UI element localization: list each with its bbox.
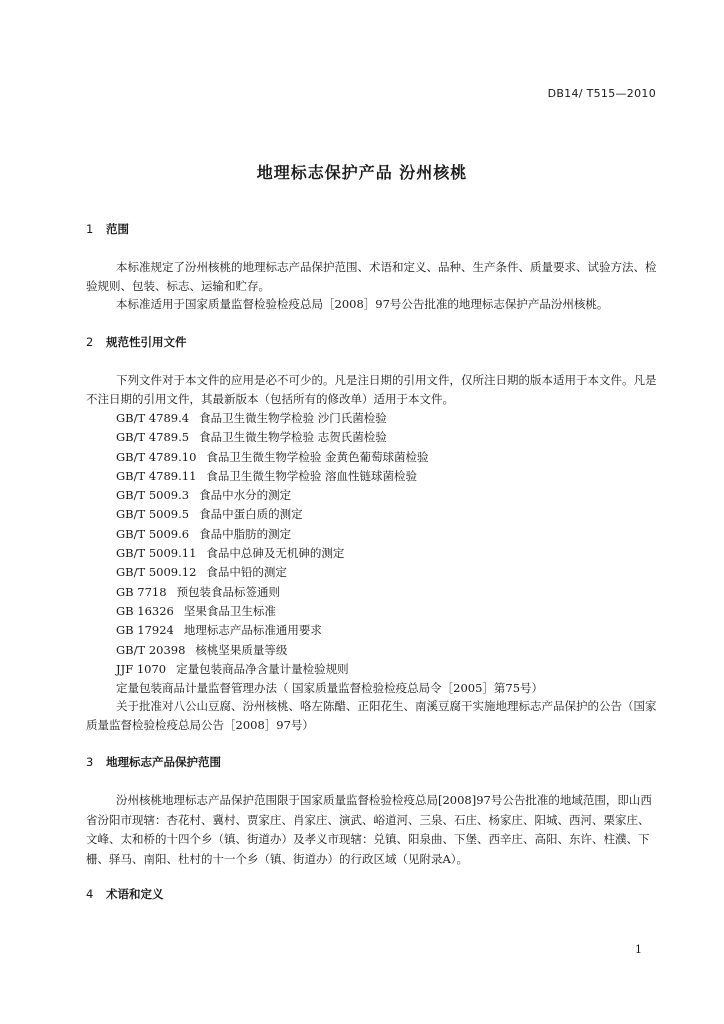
scope-paragraph-1: 本标准规定了汾州核桃的地理标志产品保护范围、术语和定义、品种、生产条件、质量要求、试验方法、检验规则、包装、标志、运输和贮存。 [86, 260, 657, 293]
reference-item [116, 467, 656, 486]
reference-name: 定量包装商品计量监督管理办法（ 国家质量监督检验检疫总局令［2005］第75号） [116, 681, 544, 696]
reference-name: 食品卫生微生物学检验 金黄色葡萄球菌检验 [206, 449, 429, 464]
reference-name: 坚果食品卫生标准 [183, 603, 276, 618]
reference-name: 核桃坚果质量等级 [195, 642, 288, 657]
document-title: 地理标志保护产品 汾州核桃 [256, 163, 468, 182]
reference-item [116, 563, 656, 582]
reference-code: GB/T 5009.11 [116, 546, 197, 561]
section-heading-protection-scope [86, 754, 221, 770]
reference-code: GB/T 5009.3 [116, 488, 190, 503]
section-number: 4 [86, 887, 94, 901]
reference-name: 预包装食品标签通则 [176, 584, 281, 599]
section-number: 1 [86, 222, 94, 236]
section-number: 2 [86, 335, 94, 349]
section-heading-scope [86, 221, 129, 237]
section-number: 3 [86, 755, 94, 769]
reference-name: 食品中水分的测定 [199, 488, 292, 503]
section-heading-terms [86, 886, 164, 902]
reference-list [116, 409, 656, 698]
section-title: 规范性引用文件 [106, 335, 187, 349]
scope-paragraph-2: 本标准适用于国家质量监督检验检疫总局［2008］97号公告批准的地理标志保护产品汾州核桃。 [116, 297, 609, 311]
page-number: 1 [635, 943, 642, 956]
reference-item [116, 428, 656, 447]
reference-code: GB/T 4789.10 [116, 449, 197, 464]
reference-code: GB/T 4789.11 [116, 468, 197, 483]
section-title: 术语和定义 [106, 887, 164, 901]
reference-code: GB/T 20398 [116, 642, 186, 657]
section-title: 范围 [106, 222, 129, 236]
reference-item [116, 641, 656, 660]
reference-code: GB 16326 [116, 603, 174, 618]
reference-item [116, 583, 656, 602]
reference-item [116, 525, 656, 544]
protection-scope-paragraph: 汾州核桃地理标志产品保护范围限于国家质量监督检验检疫总局[2008]97号公告批准的地域范围，即山西省汾阳市现辖：杏花村、冀村、贾家庄、肖家庄、演武、峪道河、三泉、石庄、杨家庄、阳城、西河、栗家庄、文峰、太和桥的十四个乡（镇、街道办）及孝义市现辖：兑镇、阳泉曲、下堡、西辛庄、高阳、东许、柱濮、下栅、驿马、南阳、杜村的十一个乡（镇、街道办）的行政区域（见附录A）。 [86, 793, 652, 866]
reference-name: 食品卫生微生物学检验 沙门氏菌检验 [199, 411, 387, 425]
reference-item [116, 448, 656, 467]
reference-item [116, 679, 656, 698]
section-heading-references [86, 334, 187, 350]
reference-item [116, 544, 656, 563]
reference-item [116, 505, 656, 524]
reference-item [116, 660, 656, 679]
reference-code: GB/T 4789.4 [116, 411, 190, 425]
reference-item [116, 621, 656, 640]
reference-name: 食品中铅的测定 [206, 565, 287, 580]
reference-code: GB/T 5009.6 [116, 526, 190, 541]
section-title: 地理标志产品保护范围 [106, 755, 221, 769]
standard-code: DB14/ T515—2010 [547, 87, 656, 100]
reference-name: 食品中蛋白质的测定 [199, 507, 303, 522]
reference-code: JJF 1070 [116, 661, 167, 676]
reference-name: 食品中总砷及无机砷的测定 [206, 546, 345, 561]
reference-code: GB 17924 [116, 623, 174, 638]
reference-item [116, 486, 656, 505]
references-closing: 关于批准对八公山豆腐、汾州核桃、咯左陈醋、正阳花生、南溪豆腐干实施地理标志产品保护的公告（国家质量监督检验检疫总局公告［2008］97号） [86, 699, 657, 732]
reference-code: GB/T 5009.12 [116, 565, 197, 580]
reference-name: 定量包装商品净含量计量检验规则 [176, 661, 349, 676]
reference-name: 食品卫生微生物学检验 溶血性链球菌检验 [206, 468, 418, 483]
reference-name: 食品卫生微生物学检验 志贺氏菌检验 [199, 430, 387, 445]
reference-item [116, 602, 656, 621]
reference-code: GB/T 5009.5 [116, 507, 190, 522]
reference-code: GB/T 4789.5 [116, 430, 190, 445]
reference-name: 食品中脂肪的测定 [199, 526, 292, 541]
reference-item [116, 409, 656, 428]
reference-code: GB 7718 [116, 584, 167, 599]
references-intro: 下列文件对于本文件的应用是必不可少的。凡是注日期的引用文件，仅所注日期的版本适用于本文件。凡是不注日期的引用文件，其最新版本（包括所有的修改单）适用于本文件。 [86, 373, 657, 406]
reference-name: 地理标志产品标准通用要求 [183, 623, 322, 638]
